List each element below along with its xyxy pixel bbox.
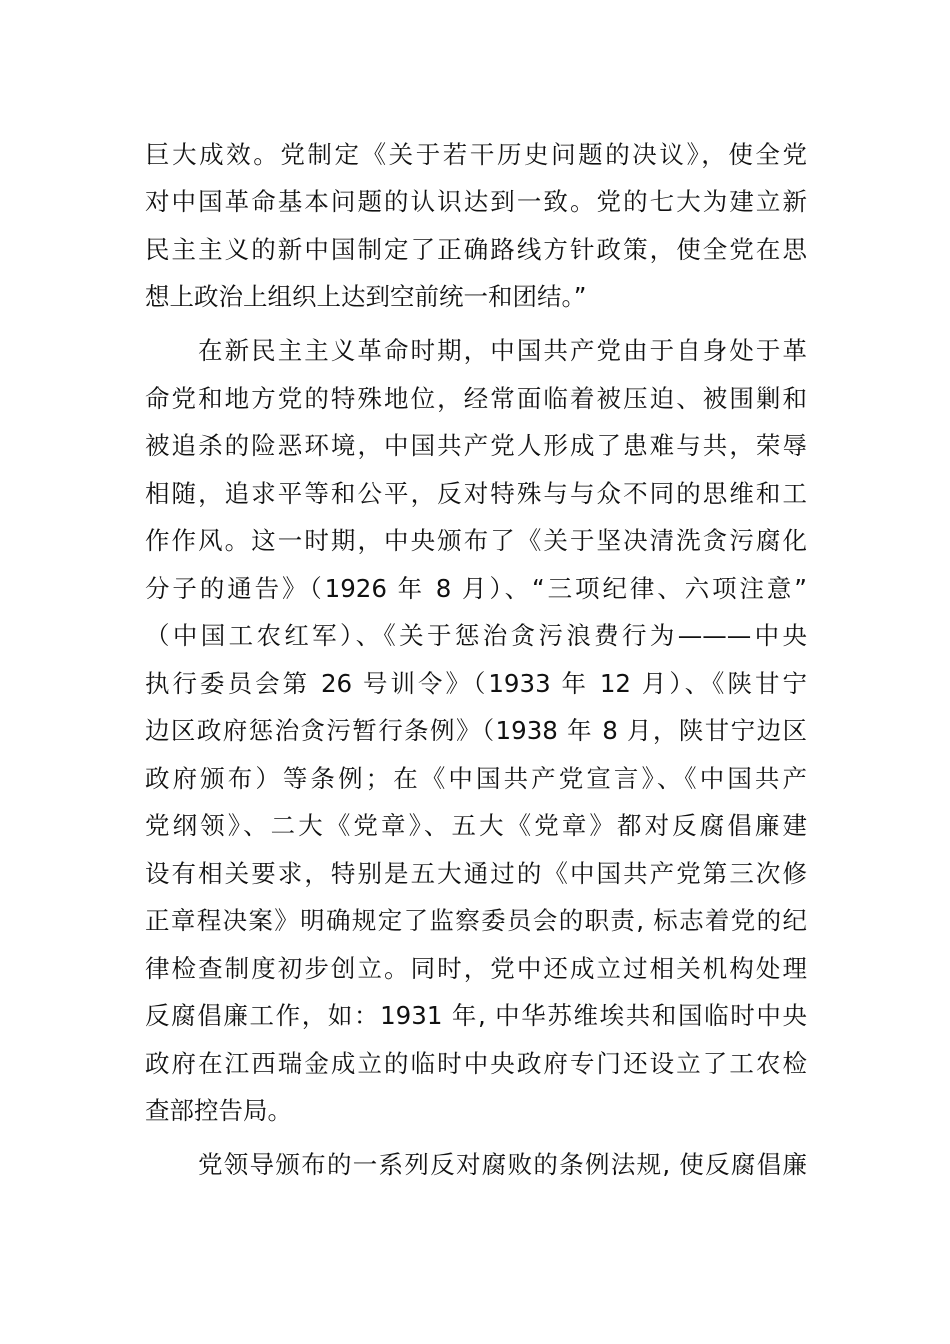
- paragraph-1-line-4: 想上政治上组织上达到空前统一和团结。”: [145, 282, 587, 311]
- paragraph-2-line-14: 律检查制度初步创立。同时，党中还成立过相关机构处理: [145, 954, 807, 983]
- paragraph-2-line-17: 查部控告局。: [145, 1096, 292, 1125]
- paragraph-2-line-1: 在新民主主义革命时期，中国共产党由于自身处于革: [198, 336, 807, 365]
- paragraph-2-line-4: 相随，追求平等和公平，反对特殊与与众不同的思维和工: [145, 479, 807, 508]
- paragraph-1-line-3: 民主主义的新中国制定了正确路线方针政策，使全党在思: [145, 235, 807, 264]
- paragraph-2-line-8: 执行委员会第 26 号训令》（1933 年 12 月）、《陕甘宁: [145, 669, 807, 698]
- paragraph-2-line-15: 反腐倡廉工作，如：1931 年, 中华苏维埃共和国临时中央: [145, 1001, 807, 1030]
- paragraph-3-line-1: 党领导颁布的一系列反对腐败的条例法规, 使反腐倡廉: [198, 1150, 807, 1179]
- paragraph-2-line-6: 分子的通告》（1926 年 8 月）、“三项纪律、六项注意”: [145, 574, 807, 603]
- paragraph-2-line-3: 被追杀的险恶环境，中国共产党人形成了患难与共，荣辱: [145, 431, 807, 460]
- paragraph-2-line-11: 党纲领》、二大《党章》、五大《党章》都对反腐倡廉建: [145, 811, 807, 840]
- paragraph-2-line-16: 政府在江西瑞金成立的临时中央政府专门还设立了工农检: [145, 1049, 807, 1078]
- paragraph-2-line-2: 命党和地方党的特殊地位，经常面临着被压迫、被围剿和: [145, 384, 807, 413]
- paragraph-2-line-9: 边区政府惩治贪污暂行条例》（1938 年 8 月，陕甘宁边区: [145, 716, 807, 745]
- paragraph-2-line-5: 作作风。这一时期，中央颁布了《关于坚决清洗贪污腐化: [145, 526, 807, 555]
- paragraph-2-line-7: （中国工农红军）、《关于惩治贪污浪费行为———中央: [145, 621, 807, 650]
- paragraph-1-line-1: 巨大成效。党制定《关于若干历史问题的决议》，使全党: [145, 140, 807, 169]
- paragraph-2-line-10: 政府颁布）等条例；在《中国共产党宣言》、《中国共产: [145, 764, 807, 793]
- paragraph-1-line-2: 对中国革命基本问题的认识达到一致。党的七大为建立新: [145, 187, 807, 216]
- paragraph-2-line-12: 设有相关要求，特别是五大通过的《中国共产党第三次修: [145, 859, 807, 888]
- paragraph-2-line-13: 正章程决案》明确规定了监察委员会的职责, 标志着党的纪: [145, 906, 807, 935]
